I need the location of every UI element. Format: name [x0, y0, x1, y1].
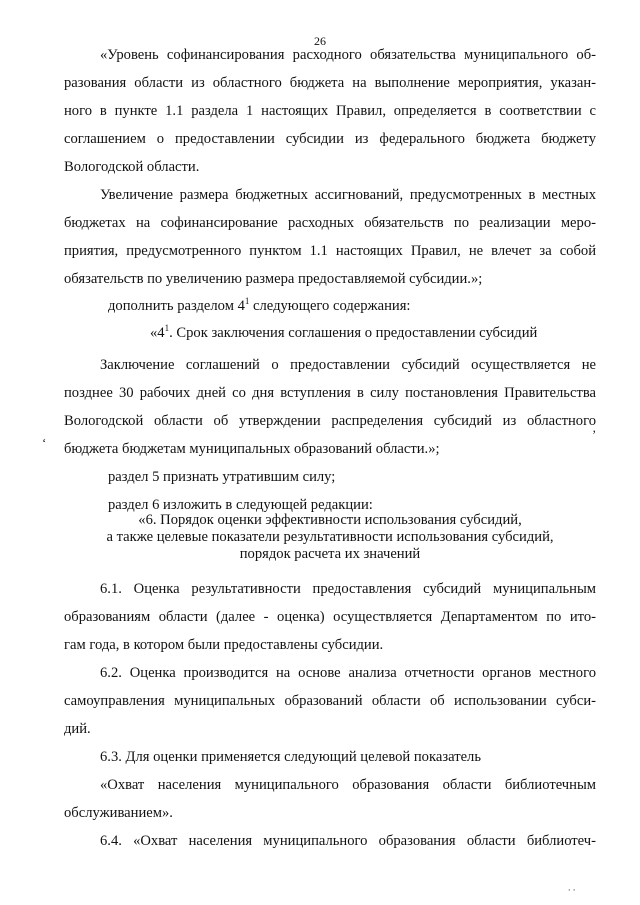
paragraph-6-3: 6.3. Для оценки применяется следующий целевой показатель — [100, 749, 481, 765]
paragraph-6-1-line-2: образованиям области (далее - оценка) осуществляется Департаментом по ито- — [64, 609, 596, 625]
paragraph-2-line-2: бюджетах на софинансирование расходных обязательств по реализации меро- — [64, 215, 596, 231]
scan-mark-left: ‘ — [42, 435, 47, 450]
paragraph-6: раздел 6 изложить в следующей редакции: — [108, 497, 373, 513]
heading-4-1-after: . Срок заключения соглашения о предоставлении субсидий — [169, 325, 538, 341]
paragraph-3-text-before: дополнить разделом 4 — [108, 298, 245, 314]
paragraph-4-line-1: Заключение соглашений о предоставлении субсидий осуществляется не — [100, 357, 596, 373]
paragraph-1-line-1: «Уровень софинансирования расходного обязательства муниципального об- — [100, 47, 596, 63]
paragraph-2-line-3: приятия, предусмотренного пунктом 1.1 настоящих Правил, не влечет за собой — [64, 243, 596, 259]
paragraph-1-line-2: разования области из областного бюджета на выполнение мероприятия, указан- — [64, 75, 596, 91]
section-heading-6-line-3: порядок расчета их значений — [239, 546, 421, 562]
paragraph-4-line-2: позднее 30 рабочих дней со дня вступления в силу постановления Правительства — [64, 385, 596, 401]
section-heading-6-line-1: «6. Порядок оценки эффективности использования субсидий, — [138, 512, 522, 528]
paragraph-3-text-after: следующего содержания: — [249, 298, 411, 314]
paragraph-6-1-line-1: 6.1. Оценка результативности предоставления субсидий муниципальным — [100, 581, 596, 597]
paragraph-6-4: 6.4. «Охват населения муниципального образования области библиотеч- — [100, 833, 596, 849]
heading-4-1-superscript: 1 — [164, 323, 170, 334]
page-number: 26 — [314, 34, 326, 48]
paragraph-6-1-line-3: гам года, в котором были предоставлены субсидии. — [64, 637, 384, 653]
section-heading-6-line-2: а также целевые показатели результативности использования субсидий, — [106, 529, 554, 545]
paragraph-6-2-line-1: 6.2. Оценка производится на основе анализа отчетности органов местного — [100, 665, 596, 681]
heading-4-1-before: «4 — [150, 325, 165, 341]
paragraph-3 — [108, 297, 596, 315]
paragraph-indicator-line-2: обслуживанием». — [64, 805, 173, 821]
paragraph-1-line-5: Вологодской области. — [64, 159, 200, 175]
paragraph-1-line-4: соглашением о предоставлении субсидии из федерального бюджета бюджету — [64, 131, 596, 147]
paragraph-6-2-line-3: дий. — [64, 721, 91, 737]
section-heading-4-1 — [150, 324, 596, 342]
paragraph-3-superscript: 1 — [244, 296, 250, 307]
paragraph-4-line-4: бюджета бюджетам муниципальных образований области.»; — [64, 441, 440, 457]
paragraph-5: раздел 5 признать утратившим силу; — [108, 469, 336, 485]
paragraph-2-line-4: обязательств по увеличению размера предоставляемой субсидии.»; — [64, 271, 483, 287]
scan-mark-right: ’ — [592, 427, 597, 442]
scan-mark-bottom: · · — [566, 885, 576, 895]
paragraph-4-line-3: Вологодской области об утверждении распределения субсидий из областного — [64, 413, 596, 429]
paragraph-2-line-1: Увеличение размера бюджетных ассигнований, предусмотренных в местных — [100, 187, 596, 203]
paragraph-1-line-3: ного в пункте 1.1 раздела 1 настоящих Правил, определяется в соответствии с — [64, 103, 596, 119]
paragraph-indicator-line-1: «Охват населения муниципального образования области библиотечным — [100, 777, 596, 793]
paragraph-6-2-line-2: самоуправления муниципальных образований области об использовании субси- — [64, 693, 596, 709]
